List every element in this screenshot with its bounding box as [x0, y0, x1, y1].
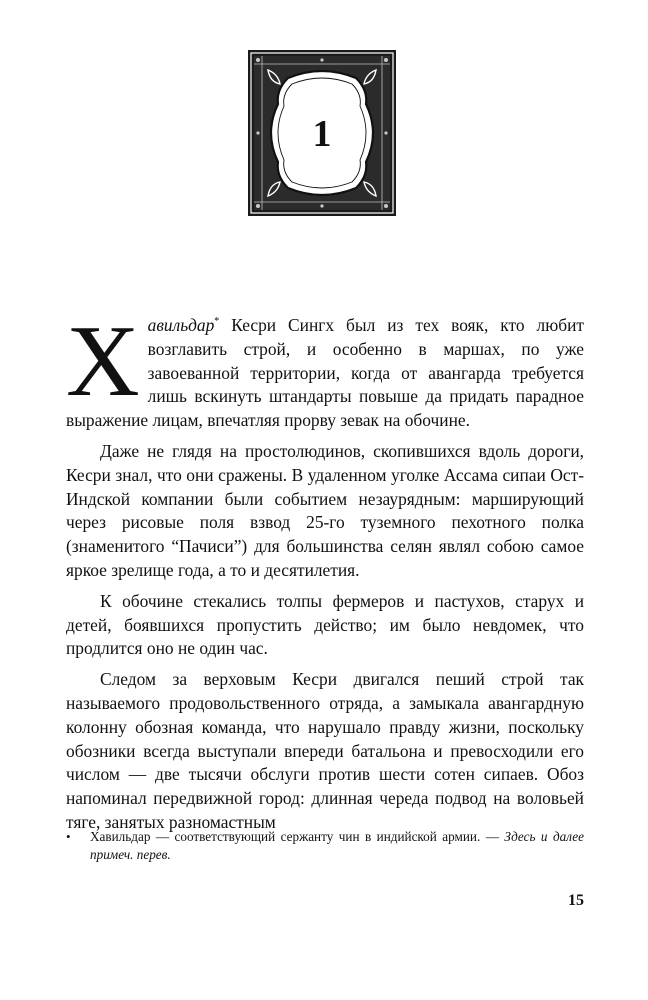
chapter-body: [66, 305, 584, 835]
chapter-number: 1: [312, 113, 332, 155]
footnote-text: Хавильдар — соответствующий сержанту чин в индийской армии. —: [90, 829, 505, 844]
paragraph-3: К обочине стекались толпы фермеров и пастухов, старух и детей, боявшихся пропустить действо; им было невдомек, что продлится оно не один час.: [66, 590, 584, 659]
paragraph-text: Кесри Сингх был из тех вояк, кто любит возглавить строй, и особенно в маршах, по уже завоеванной территории, когда от авангарда требуется лишь вскинуть штандарты повыше да придать парадное выражение лицам, впечатляя прорву зевак на обочине.: [66, 315, 584, 431]
footnote-editor-note: Здесь и далее примеч. перев.: [90, 829, 584, 862]
drop-cap: Х: [66, 305, 140, 418]
chapter-ornament: [248, 50, 396, 216]
footnote-reference: *: [214, 316, 220, 328]
paragraph-1: [66, 305, 584, 433]
paragraph-4: Следом за верховым Кесри двигался пеший строй так называемого продовольственного отряда, а замыкала авангардную колонну обозная команда, что нарушало правду жизни, поскольку обозники всегда выступали впереди батальона и превосходили его числом — две тысячи обслуги против шести сотен сипаев. Обоз напоминал передвижной город: длинная череда подвод на воловьей тяге, занятых разномастным: [66, 669, 584, 832]
footnote: [66, 828, 584, 863]
footnote-marker: •: [66, 829, 71, 844]
italic-term: авильдар: [147, 315, 215, 335]
page-number: 15: [568, 892, 584, 909]
paragraph-2: Даже не глядя на простолюдинов, скопившихся вдоль дороги, Кесри знал, что они сражены. В удаленном уголке Ассама сипаи Ост-Индской компании были событием незаурядным: марширующий через рисовые поля взвод 25-го туземного пехотного полка (знаменитого “Пачиси”) для большинства селян являл собою самое яркое зрелище года, а то и десятилетия.: [66, 440, 584, 580]
footnote-body: [66, 828, 584, 863]
